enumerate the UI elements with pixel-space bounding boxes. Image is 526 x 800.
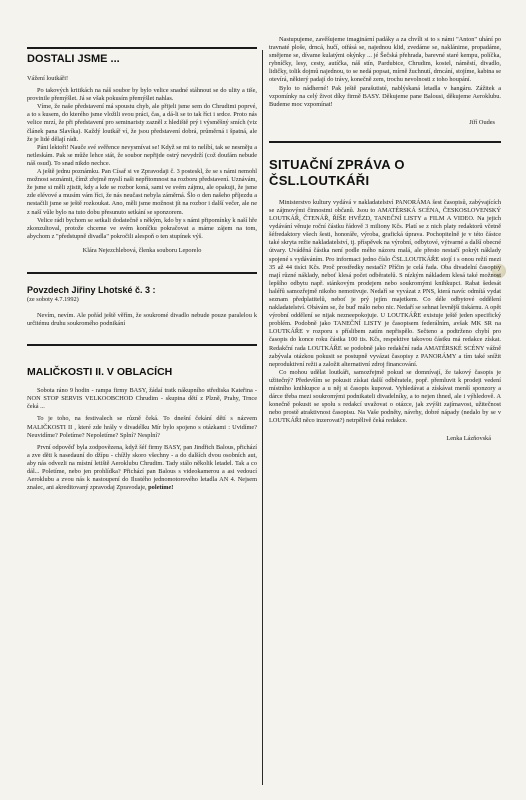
left-column [27,0,257,492]
article-title: DOSTALI JSME ... [27,53,120,65]
article-title: SITUAČNÍ ZPRÁVA O [269,156,405,172]
paragraph: Ministerstvo kultury vydává v nakladatelství PANORÁMA šest časopisů, zabývajících se zájmovými činnostmi občanů. Jsou to AMATÉRSKÁ SCÉNA, ČESKOSLOVENSKÝ LOUTKÁŘ, ČTENÁŘ, ŘÍŠE HVĚZD, TANEČNÍ LISTY a FILM A VIDEO. Na jejich vydávání věnuje roční částku řádově 3 miliony Kčs. Platí se z nich platy redaktorů včetně šéfredaktory všech šesti, honoráře, výroba, grafická úprava. Pochopitelně je v této částce také skryta režie nakladatelství, tj. příspěvek na výrobní, odbytové, výtvarné a další obecné útvary. Uváděná částka není podle mého názoru malá, ale přesto nestačí pokrýt náklady spojené s vydáváním. Pro informaci jedno číslo ČSL.LOUTKÁŘE stojí i s onou režií mezi 35 až 44 tisíci Kčs. Proč prostředky nestačí? Příčin je celá řada. Oba divadelní časopisy mají různé náklady, neboť klesá počet odběratelů. S nízkým nákladem klesá také možnost lepšího odbytu např. stánkovým prodejem nebo soukromými knihkupci. Rabat šedesát haléřů samozřejmě nikoho nemotivuje. Nedaří se vyvázat z PNS, která navíc odmítá vydat seznam předplatitelů, neboť je prý jejím majetkem. Co déle odbytové oddělení nakladatelství. Obávám se, že buď málo nebo nic. Nedaří se sehnat levnější tiskárnu. A opět výrobní oddělení se nijak nezneepokojuje. U LOUTKÁŘE existuje ještě jeden specifický problém. Podobně jako TANEČNÍ LISTY je časopisem federálním, avšak MK SR na LOUTKÁŘE v rozporu s příslibem zatím nepřispělo. Sečteno a podtrženo chybí pro časopis do konce roku částka 100 tis. Kčs, respektive takovou částku má redakce získat. Redakční rada LOUTKÁŘE se podobně jako redakční rada AMATÉRSKÉ SCÉNY vážně zabývala otázkou pokusit se postupně vyvázat časopisy z PANORÁMY a tím také snížit neproduktivní režii a založit alternativní zdroj financování. [269,198,501,368]
paragraph: Víme, že naše představení má spoustu chyb, ale přijeli jsme sem do Chrudimi poprvé, a to s kusem, do kterého jsme vložili svou práci, čas, a dá-li se to tak říci i srdce. Proto nás velice mrzí, že při představení pro seminaristy zazněl z hlediště prý i výsměšný smích (viz článek pana Slavíka). Každý loutkář ví, že jsou představení dobrá, průměrná i špatná, ale že je lidé dělají rádi. [27,103,257,143]
author-signature: Jiří Oudes [469,118,495,126]
paragraph-text: První odpověď byla zodpovězena, když šéf firmy BASY, pan Jindřich Balous, přichází a zve děti k nasedauní do džípu - chížly skoro všechny - a do dalších dvou osobních aut, aby nás odvezli na místní letiště Aeroklubu Chrudim. Tady stálo několik letadel. Tak a co dál... Poletíme, nebo jen prohlídka? Přichází pan Balous s videokamerou a asi vedoucí Aeroklubu a zvou nás k nastoupení do Ilustého jednomotorového letadla AN 4. Nejsem znalec, ani akreditovaný zpravodaj Zpravodaje, [27,443,257,492]
author-signature: Klára Nejezchlebová, členka souboru Leporelo [82,246,202,254]
article-title-line2: ČSL.LOUTKÁŘI [269,172,370,188]
paragraph: Nastupujeme, zavěšujeme imaginární padáky a za chvíli si to s námi "Anton" uhání po travnaté ploše, drncá, hučí, otřásá se, najednou klid, zvedáme se, naklánime, propadáme, smějeme se, dívame kulatými okýnky ... jé Šečská přehrada, barevné staré kempu, políčka, rybníčky, lesy, cesty, autíčka, náš stín, Pardubice, Chrudim, kostel, náměstí, divadlo, lidičky, tolik dojmů najednou, to se nedá popsat, mírně žuchnutí, drncání, stojíme, kabina se otevírá, některý padají do trávy, konečně zem, trochu nevolnosti z toho houpání. [269,36,502,84]
paragraph [27,444,257,493]
paragraph: To je toho, na festivalech se různě čeká. To dnešní čekání dětí s názvem MALIČKOSTI II , které zde hrály v divadélku Mír bylo spojeno s otázkami : Uvidíme? Neuvidíme? Poletíme? Nepoletíme? Splní? Nesplní? [27,415,257,439]
paragraph: Páni lektoři! Nauče své svěřence nevysmívat se! Když se mi to nelíbí, tak se nesměju a netleskám. Pak se může lehce stát, že soubor nepřijde ostrý nevydrží (což doufám nebude náš osud). To snad nikdo nechce. [27,143,257,167]
article-title: Povzdech Jiřiny Lhotské č. 3 : [27,284,156,295]
paragraph: Velice rádi bychom se setkali dodatečně s někým, kdo by s námi připomínky k naší hře zkonzultoval, protože chceme ve svém koníčku pokračovat a máme zájem na tom, abychom z "předstupně divadla" pokročili alespoň o ten stupínek výš. [27,216,257,240]
paragraph: Co mohou udělat loutkáři, samozřejmě pokud se domnívají, že takový časopis je užitečný? Především se pokusit získat další odběratele, popř. přemluvit k prodeji vedení místního knihkupce a u něj si časopis kupovat. Vyhledávat a získávat menší sponzory a dárce třeba mezi soukromými podnikateli divadelníky, a to nejen ihned, ale i výhledově. A konečně pokusit se spolu s redakcí uvažovat o otázce, jak zvýšit zajímavost, užitečnost nebo prostě atraktivnost časopisu. Na Vaše podněty, návrhy, dobré nápady (nedalo by se v LOUTKÁŘI něco inzerovat?) netrpělivě čeká redakce. [269,368,501,425]
paragraph: A ještě jednu poznámku. Pan Císař si ve Zpravodaji č. 3 posteskl, že se s námi nemohl možnost seznámit, čímž zřejmě myslí naši nepřítomnost na rozboru představení. Uznávám, že jsme si měli zjistit, kdy a kde se rozbor koná, sami ve svém zájmu, ale opakuji, že jsme zde elévové a musím vám říci, že nás neučast nebyla záměrná. Šlo o den našeho příjezdu a nestačili jsme se ještě rozkoukat. Ano, měli jsme možnost jít na rozbor i další večer, ale ne z naší vůle bylo na tuto dobu přesunuto setkání se sponzorem. [27,168,257,216]
paragraph: Bylo to nádherné! Pak ještě parašutisté, nablýskaná letadla v hangáru. Zážitek a vzpomínky na celý život díky firmě BASY. Děkujeme pane Balousi, děkujeme Aeroklubu. Budeme moc vzpomínat! [269,84,501,108]
greeting: Vážení loutkáři! [27,75,69,82]
paragraph: Sobota ráno 9 hodin - rampa firmy BASY, žádaí tratk nákupního střediska Kateřina - NON STOP SERVIS VELKOOBCHOD Chrudim - skupina dětí z Plzně, Prahy, Trnce čeká ... [27,387,257,411]
paragraph: Po takových kritikách na náš soubor by bylo velice snadné stáhnout se do ulity a tiše, provinile přemýšlet. Já se však pokusím přemýšlet nahlas. [27,87,257,103]
paragraph: Nevím, nevím. Ale pořád ještě věřím, že soukromé divadlo nebude pouze paralelou k určitému druhu soukromého podnikání [27,311,257,328]
column-divider [262,50,263,785]
author-signature: Lenka Lázňovská [446,435,491,443]
right-column [269,0,501,443]
article-date: (ze soboty 4.7.1992) [27,295,79,303]
article-title: MALIČKOSTI II. V OBLACÍCH [27,366,173,379]
emphasis-text: poletíme! [148,484,174,492]
